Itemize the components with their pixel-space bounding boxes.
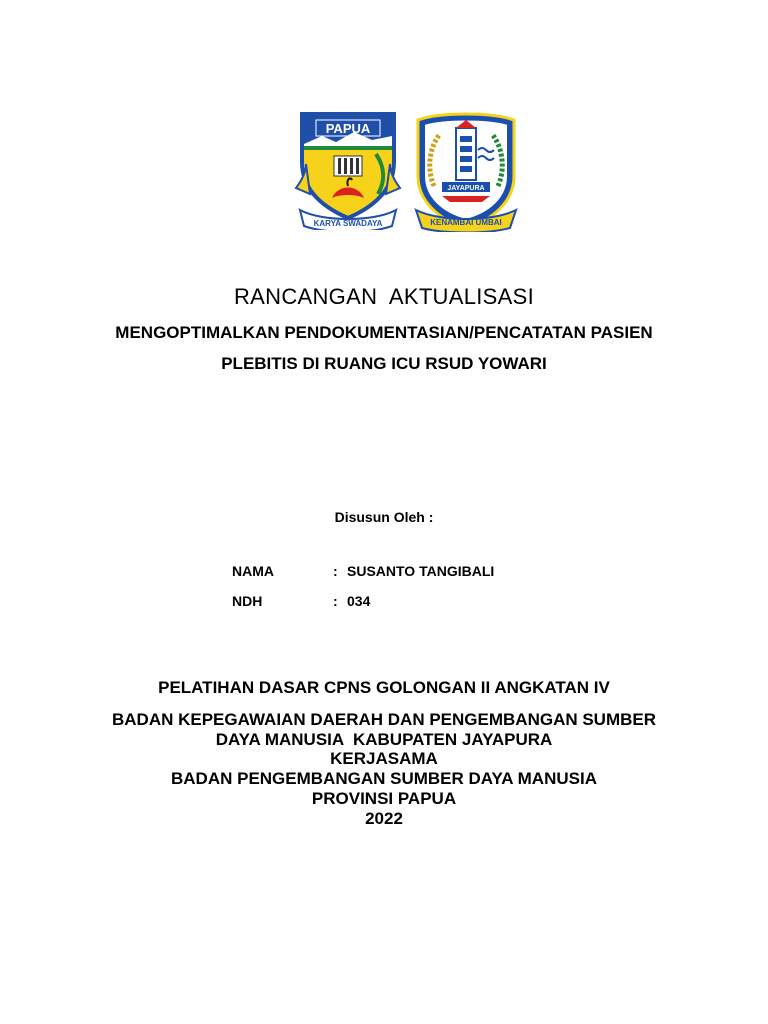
organizer-line-2: DAYA MANUSIA KABUPATEN JAYAPURA bbox=[215, 730, 553, 749]
training-title: PELATIHAN DASAR CPNS GOLONGAN II ANGKATAN IV bbox=[158, 678, 610, 697]
papua-province-emblem bbox=[292, 110, 404, 230]
document-subtitle-line-2: PLEBITIS DI RUANG ICU RSUD YOWARI bbox=[221, 354, 547, 373]
papua-motto: KARYA SWADAYA bbox=[313, 219, 383, 228]
author-name-label: NAMA bbox=[232, 563, 274, 579]
document-year: 2022 bbox=[365, 809, 403, 828]
organizer-line-5: PROVINSI PAPUA bbox=[311, 789, 457, 808]
prepared-by-label: Disusun Oleh : bbox=[334, 509, 434, 525]
papua-banner-text: PAPUA bbox=[325, 121, 371, 136]
collaboration-label: KERJASAMA bbox=[330, 749, 438, 768]
jayapura-motto: KENAMBAI UMBAI bbox=[430, 218, 502, 227]
jayapura-label: JAYAPURA bbox=[447, 185, 485, 192]
document-subtitle-line-1: MENGOPTIMALKAN PENDOKUMENTASIAN/PENCATATAN PASIEN bbox=[115, 323, 653, 342]
author-name-separator: : bbox=[333, 563, 338, 579]
author-ndh-separator: : bbox=[333, 593, 338, 609]
document-title: RANCANGAN AKTUALISASI bbox=[233, 284, 534, 309]
author-name-value: SUSANTO TANGIBALI bbox=[347, 563, 495, 579]
author-ndh-label: NDH bbox=[232, 593, 263, 609]
organizer-line-1: BADAN KEPEGAWAIAN DAERAH DAN PENGEMBANGAN SUMBER bbox=[111, 710, 657, 729]
author-ndh-value: 034 bbox=[347, 593, 371, 609]
jayapura-regency-emblem bbox=[412, 110, 520, 232]
organizer-line-4: BADAN PENGEMBANGAN SUMBER DAYA MANUSIA bbox=[171, 769, 597, 788]
